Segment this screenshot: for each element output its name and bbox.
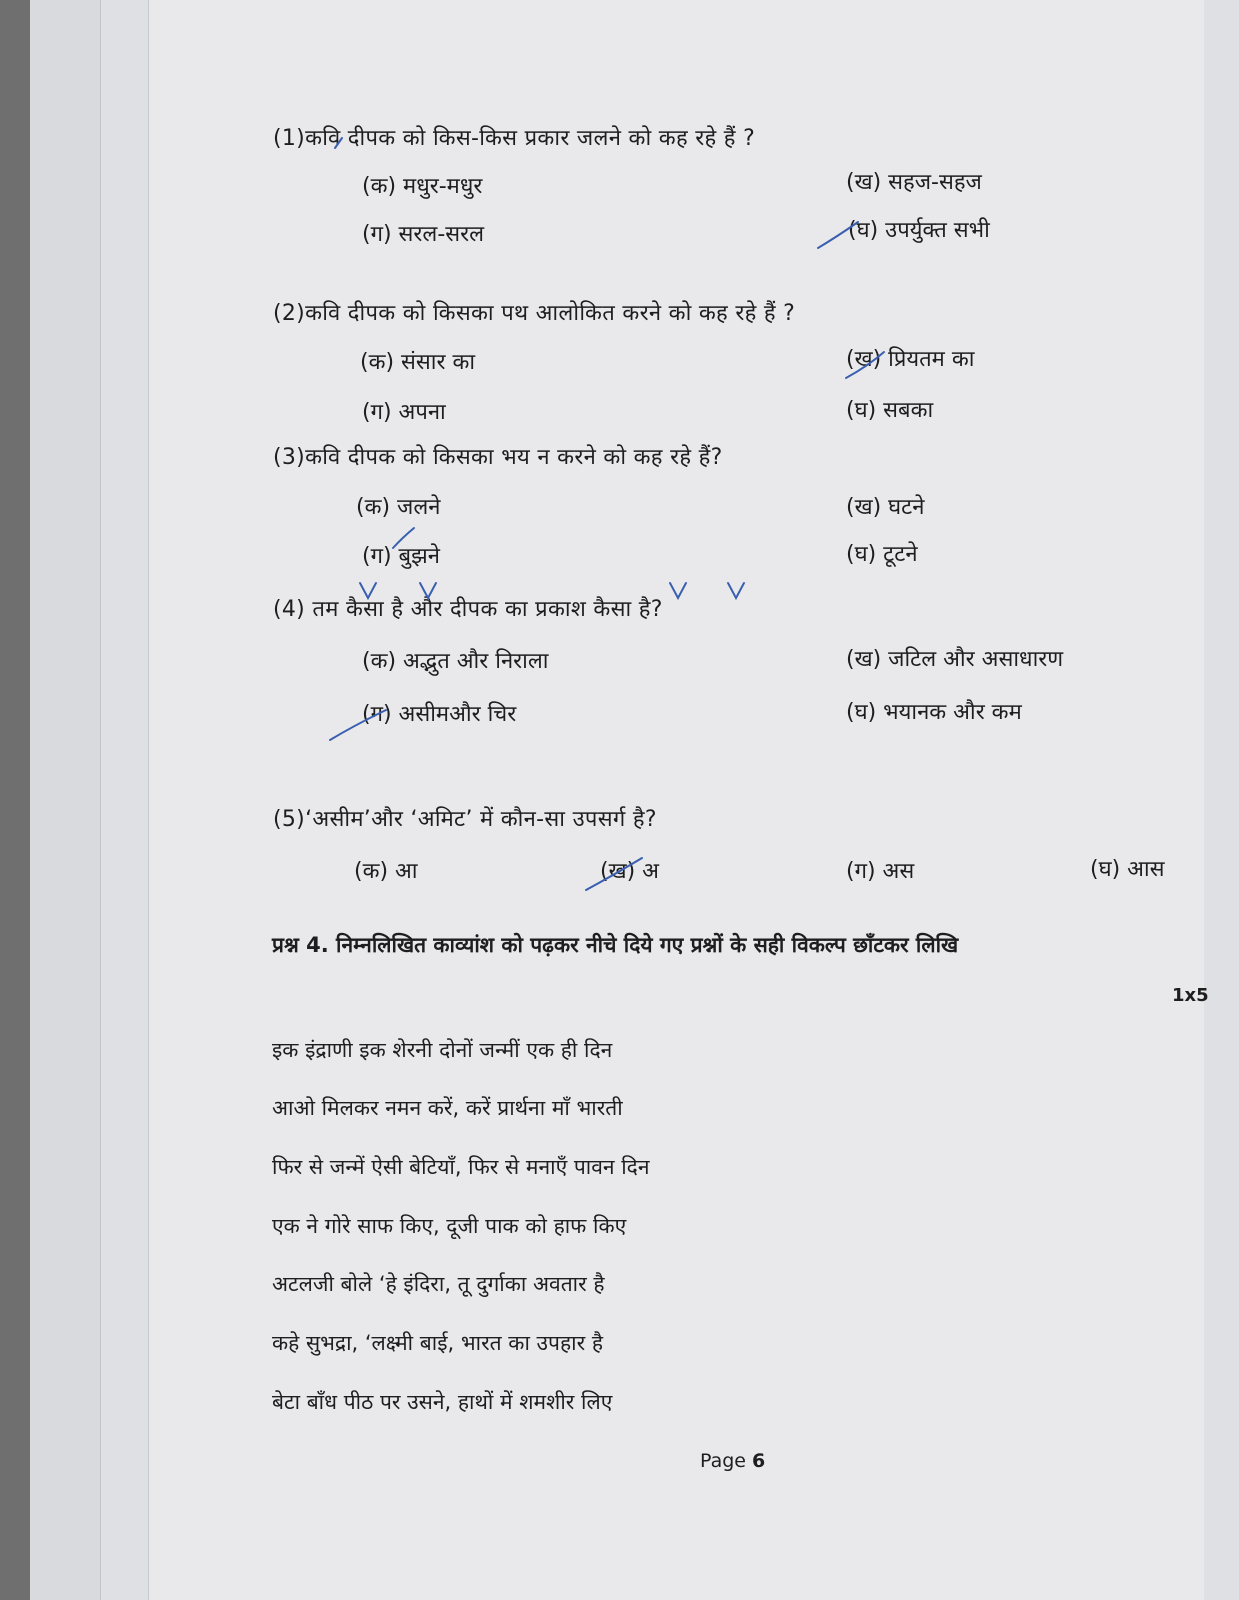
page-label: Page bbox=[700, 1450, 746, 1472]
section-heading: प्रश्न 4. निम्नलिखित काव्यांश को पढ़कर नीचे दिये गए प्रश्नों के सही विकल्प छाँटकर लिखि bbox=[272, 933, 959, 957]
q4-option-kha: (ख) जटिल और असाधारण bbox=[846, 647, 1064, 672]
question-text: कवि दीपक को किस-किस प्रकार जलने को कह रहे हैं ? bbox=[305, 126, 756, 151]
question-4 bbox=[273, 593, 663, 623]
poem-line: आओ मिलकर नमन करें, करें प्रार्थना माँ भारती bbox=[272, 1096, 623, 1120]
poem-line: अटलजी बोले ‘हे इंदिरा, तू दुर्गाका अवतार है bbox=[272, 1272, 605, 1296]
question-text: ‘असीम’और ‘अमिट’ में कौन-सा उपसर्ग है? bbox=[305, 807, 657, 832]
q3-option-ga: (ग) बुझने bbox=[362, 544, 440, 569]
question-5 bbox=[273, 803, 657, 833]
q1-option-kha: (ख) सहज-सहज bbox=[846, 170, 982, 195]
question-number: (4) bbox=[273, 597, 306, 622]
q3-option-kha: (ख) घटने bbox=[846, 495, 925, 520]
exam-page bbox=[148, 0, 1204, 1600]
marks-label: 1x5 bbox=[1172, 985, 1209, 1006]
q4-option-gha: (घ) भयानक और कम bbox=[846, 700, 1022, 725]
question-number: (5) bbox=[273, 807, 306, 832]
question-number: (3) bbox=[273, 445, 306, 470]
q3-option-gha: (घ) टूटने bbox=[846, 542, 918, 567]
q3-option-ka: (क) जलने bbox=[356, 495, 441, 520]
question-text: तम कैसा है और दीपक का प्रकाश कैसा है? bbox=[312, 597, 663, 622]
q5-option-kha: (ख) अ bbox=[600, 859, 659, 884]
q2-option-kha: (ख) प्रियतम का bbox=[846, 347, 975, 372]
q5-option-ka: (क) आ bbox=[354, 859, 418, 884]
q5-option-ga: (ग) अस bbox=[846, 859, 915, 884]
q2-option-ka: (क) संसार का bbox=[360, 350, 476, 375]
poem-line: कहे सुभद्रा, ‘लक्ष्मी बाई, भारत का उपहार है bbox=[272, 1331, 603, 1355]
q1-option-gha: (घ) उपर्युक्त सभी bbox=[848, 218, 990, 243]
question-number: (2) bbox=[273, 301, 306, 326]
question-3 bbox=[273, 441, 723, 471]
q5-option-gha: (घ) आस bbox=[1090, 857, 1165, 882]
poem-line: इक इंद्राणी इक शेरनी दोनों जन्मीं एक ही दिन bbox=[272, 1038, 613, 1062]
q1-option-ka: (क) मधुर-मधुर bbox=[362, 174, 483, 199]
question-number: (1) bbox=[273, 126, 306, 151]
q2-option-gha: (घ) सबका bbox=[846, 398, 934, 423]
question-1 bbox=[273, 122, 755, 152]
poem-line: फिर से जन्में ऐसी बेटियाँ, फिर से मनाएँ पावन दिन bbox=[272, 1155, 650, 1179]
page-number: 6 bbox=[752, 1450, 766, 1472]
page-footer bbox=[700, 1450, 765, 1472]
poem-line: बेटा बाँध पीठ पर उसने, हाथों में शमशीर लिए bbox=[272, 1390, 613, 1414]
question-text: कवि दीपक को किसका पथ आलोकित करने को कह रहे हैं ? bbox=[305, 301, 796, 326]
poem-line: एक ने गोरे साफ किए, दूजी पाक को हाफ किए bbox=[272, 1214, 627, 1238]
question-2 bbox=[273, 297, 795, 327]
q2-option-ga: (ग) अपना bbox=[362, 400, 446, 425]
question-text: कवि दीपक को किसका भय न करने को कह रहे हैं? bbox=[305, 445, 723, 470]
q4-option-ga: (ग) असीमऔर चिर bbox=[362, 702, 517, 727]
q4-option-ka: (क) अद्भुत और निराला bbox=[362, 649, 549, 674]
q1-option-ga: (ग) सरल-सरल bbox=[362, 222, 485, 247]
